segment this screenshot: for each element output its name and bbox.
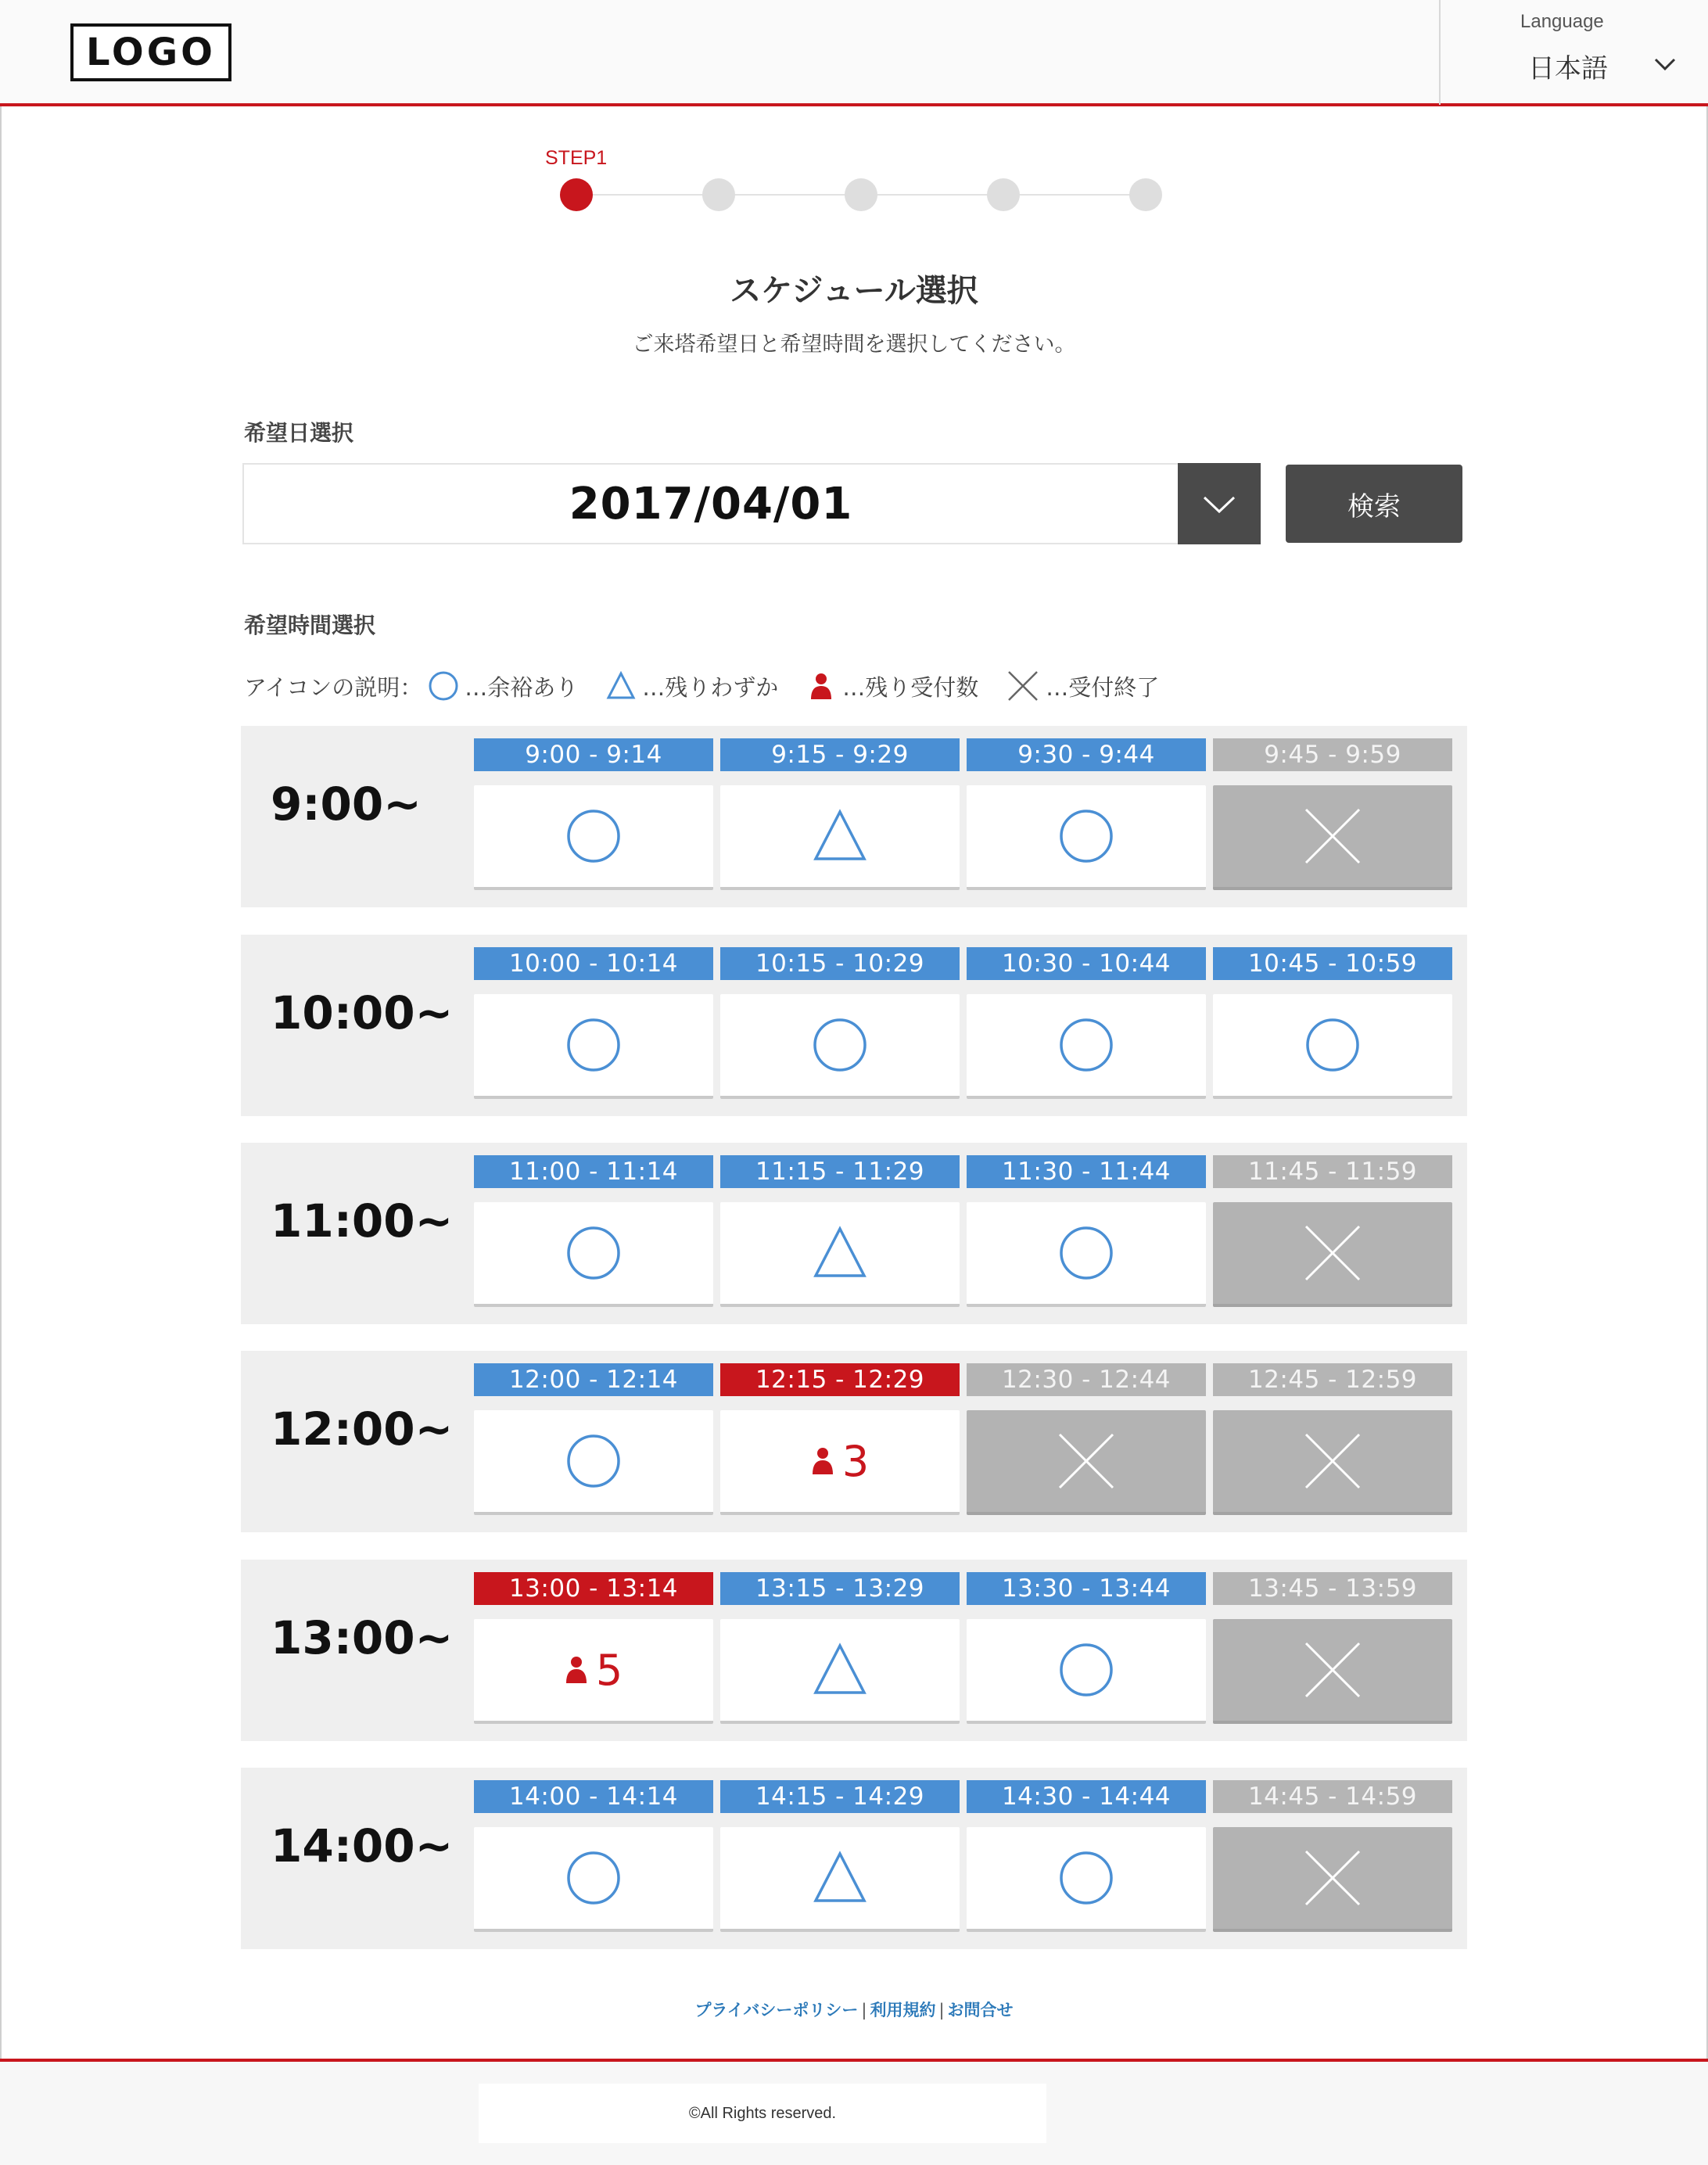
legend-remaining-text: …残り受付数 <box>842 673 979 701</box>
time-slot-button <box>1213 1202 1452 1307</box>
time-slot-button[interactable] <box>474 1410 713 1515</box>
chevron-down-icon <box>1653 55 1677 74</box>
footer-link[interactable]: プライバシーポリシー <box>694 2001 859 2020</box>
copyright: ©All Rights reserved. <box>479 2084 1046 2143</box>
time-slot-button[interactable] <box>720 1827 960 1932</box>
time-slot-button[interactable] <box>1213 994 1452 1099</box>
time-slot-button <box>1213 1410 1452 1515</box>
link-separator: | <box>938 2001 945 2020</box>
footer <box>0 2059 1708 2165</box>
time-slot[interactable] <box>474 1780 713 1932</box>
cross-icon <box>1303 1223 1362 1283</box>
step-dot-4 <box>987 178 1020 211</box>
time-slot[interactable] <box>720 1155 960 1307</box>
remaining-count <box>811 1437 869 1486</box>
time-slot-label: 12:00 - 12:14 <box>474 1363 713 1396</box>
step-dot-3 <box>845 178 877 211</box>
time-slot-label: 9:30 - 9:44 <box>967 738 1206 771</box>
time-slot[interactable] <box>474 1155 713 1307</box>
time-slot[interactable] <box>720 1572 960 1724</box>
cross-icon <box>1303 1848 1362 1908</box>
triangle-icon <box>811 1641 869 1699</box>
time-slot-label: 13:30 - 13:44 <box>967 1572 1206 1605</box>
cross-icon <box>1303 1640 1362 1700</box>
circle-icon <box>1057 1016 1115 1074</box>
time-slot-label: 14:45 - 14:59 <box>1213 1780 1452 1813</box>
time-slot-label: 12:15 - 12:29 <box>720 1363 960 1396</box>
time-block <box>241 726 1467 907</box>
time-slot-label: 10:00 - 10:14 <box>474 947 713 980</box>
cross-icon <box>1303 1431 1362 1491</box>
time-slot-label: 14:00 - 14:14 <box>474 1780 713 1813</box>
cross-icon <box>1303 806 1362 866</box>
circle-icon <box>1057 1641 1115 1699</box>
date-section-label: 希望日選択 <box>244 420 354 446</box>
time-slot-button[interactable] <box>474 1827 713 1932</box>
language-value: 日本語 <box>1528 53 1608 84</box>
legend-available <box>422 670 578 702</box>
circle-icon <box>427 670 460 702</box>
footer-link[interactable]: お問合せ <box>947 2001 1014 2020</box>
time-slot-label: 10:45 - 10:59 <box>1213 947 1452 980</box>
time-slot[interactable] <box>720 738 960 890</box>
time-block <box>241 935 1467 1116</box>
time-slot[interactable] <box>967 1780 1206 1932</box>
legend-title: アイコンの説明： <box>244 673 423 701</box>
hour-label: 14:00~ <box>271 1819 454 1872</box>
time-slot <box>1213 1363 1452 1515</box>
time-slot-label: 13:45 - 13:59 <box>1213 1572 1452 1605</box>
circle-icon <box>565 1224 623 1282</box>
time-slot-button[interactable] <box>967 1619 1206 1724</box>
time-slot-button[interactable] <box>720 1202 960 1307</box>
hour-label: 12:00~ <box>271 1402 454 1456</box>
circle-icon <box>1057 1849 1115 1907</box>
remaining-count <box>565 1646 623 1695</box>
circle-icon <box>1304 1016 1362 1074</box>
time-slot[interactable] <box>474 1363 713 1515</box>
date-value: 2017/04/01 <box>569 478 853 530</box>
page-title: スケジュール選択 <box>730 273 978 309</box>
time-block <box>241 1351 1467 1532</box>
time-slot[interactable] <box>720 947 960 1099</box>
time-slot-label: 11:30 - 11:44 <box>967 1155 1206 1188</box>
time-slot[interactable] <box>720 1363 960 1515</box>
time-slot-label: 12:45 - 12:59 <box>1213 1363 1452 1396</box>
time-slot[interactable] <box>720 1780 960 1932</box>
legend-few-text: …残りわずか <box>642 673 779 701</box>
icon-legend <box>244 666 1159 706</box>
time-slot-button <box>1213 1827 1452 1932</box>
chevron-down-icon <box>1200 493 1239 516</box>
search-button[interactable]: 検索 <box>1286 465 1462 543</box>
time-slot-label: 9:15 - 9:29 <box>720 738 960 771</box>
circle-icon <box>565 807 623 865</box>
hour-label: 10:00~ <box>271 986 454 1039</box>
step-dot-2 <box>702 178 735 211</box>
circle-icon <box>565 1432 623 1490</box>
footer-link[interactable]: 利用規約 <box>870 2001 936 2020</box>
date-dropdown-button[interactable] <box>1178 463 1261 544</box>
step-dot-1 <box>560 178 593 211</box>
time-slot-button[interactable] <box>474 1202 713 1307</box>
time-block <box>241 1143 1467 1324</box>
time-block <box>241 1768 1467 1949</box>
time-slot[interactable] <box>967 738 1206 890</box>
triangle-icon <box>811 1849 869 1907</box>
time-slot-label: 9:45 - 9:59 <box>1213 738 1452 771</box>
language-label: Language <box>1520 11 1604 32</box>
time-slot-button[interactable] <box>720 1619 960 1724</box>
time-slot <box>1213 1780 1452 1932</box>
legend-available-text: …余裕あり <box>465 673 579 701</box>
time-slot-button[interactable] <box>720 785 960 890</box>
cross-icon <box>1057 1431 1116 1491</box>
time-slot-label: 11:45 - 11:59 <box>1213 1155 1452 1188</box>
remaining-count-value: 3 <box>841 1436 870 1486</box>
time-slot[interactable] <box>474 738 713 890</box>
person-icon <box>565 1655 588 1685</box>
time-block <box>241 1560 1467 1741</box>
person-icon <box>805 670 838 702</box>
step-label: STEP1 <box>545 147 608 169</box>
person-icon <box>811 1446 834 1476</box>
time-slot-button[interactable] <box>720 1410 960 1515</box>
time-slot-button[interactable] <box>967 1827 1206 1932</box>
step-dot-5 <box>1129 178 1162 211</box>
time-slot-label: 9:00 - 9:14 <box>474 738 713 771</box>
circle-icon <box>1057 1224 1115 1282</box>
time-slot <box>1213 1155 1452 1307</box>
hour-label: 11:00~ <box>271 1194 454 1248</box>
time-slot-label: 12:30 - 12:44 <box>967 1363 1206 1396</box>
hour-label: 13:00~ <box>271 1611 454 1664</box>
remaining-count-value: 5 <box>595 1645 623 1695</box>
time-slot-button[interactable] <box>474 785 713 890</box>
legend-closed <box>1000 668 1159 704</box>
time-slot[interactable] <box>1213 947 1452 1099</box>
time-slot <box>1213 738 1452 890</box>
time-slot-button[interactable] <box>967 785 1206 890</box>
cross-icon <box>1005 668 1041 704</box>
legend-few <box>600 670 778 702</box>
time-slot-label: 14:15 - 14:29 <box>720 1780 960 1813</box>
logo[interactable]: LOGO <box>70 23 231 81</box>
hour-label: 9:00~ <box>271 777 422 831</box>
time-slot-label: 11:00 - 11:14 <box>474 1155 713 1188</box>
time-slot-label: 10:30 - 10:44 <box>967 947 1206 980</box>
legend-remaining <box>800 670 978 702</box>
circle-icon <box>565 1016 623 1074</box>
time-slot-button <box>1213 785 1452 890</box>
time-slot-button <box>1213 1619 1452 1724</box>
time-slot <box>1213 1572 1452 1724</box>
time-slot-button[interactable] <box>967 994 1206 1099</box>
time-slot-label: 14:30 - 14:44 <box>967 1780 1206 1813</box>
circle-icon <box>811 1016 869 1074</box>
time-slot <box>967 1363 1206 1515</box>
footer-links <box>0 1998 1708 2021</box>
date-select[interactable] <box>242 463 1259 544</box>
time-slot[interactable] <box>967 1572 1206 1724</box>
time-slot-label: 11:15 - 11:29 <box>720 1155 960 1188</box>
triangle-icon <box>811 1224 869 1282</box>
time-slot[interactable] <box>474 947 713 1099</box>
time-slot[interactable] <box>967 1155 1206 1307</box>
triangle-icon <box>605 670 637 702</box>
time-slot-button[interactable] <box>474 994 713 1099</box>
header <box>0 0 1708 106</box>
time-slot[interactable] <box>967 947 1206 1099</box>
time-slot-button[interactable] <box>720 994 960 1099</box>
page-subtitle: ご来塔希望日と希望時間を選択してください。 <box>632 332 1076 357</box>
time-slot-button[interactable] <box>474 1619 713 1724</box>
time-section-label: 希望時間選択 <box>244 612 376 638</box>
time-slot[interactable] <box>474 1572 713 1724</box>
legend-closed-text: …受付終了 <box>1046 673 1160 701</box>
time-slot-label: 10:15 - 10:29 <box>720 947 960 980</box>
time-slot-label: 13:15 - 13:29 <box>720 1572 960 1605</box>
link-separator: | <box>861 2001 867 2020</box>
time-slot-button[interactable] <box>967 1202 1206 1307</box>
circle-icon <box>1057 807 1115 865</box>
time-slot-button <box>967 1410 1206 1515</box>
triangle-icon <box>811 807 869 865</box>
language-selector[interactable] <box>1439 0 1708 105</box>
time-slot-label: 13:00 - 13:14 <box>474 1572 713 1605</box>
circle-icon <box>565 1849 623 1907</box>
